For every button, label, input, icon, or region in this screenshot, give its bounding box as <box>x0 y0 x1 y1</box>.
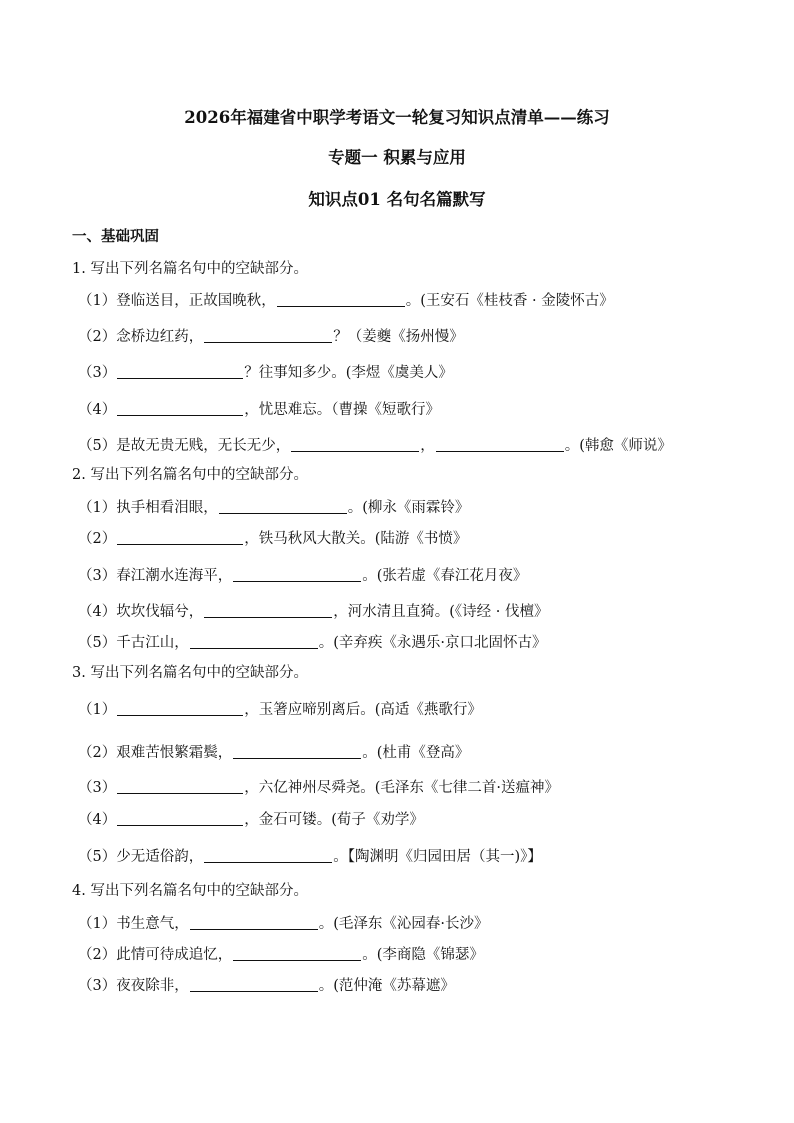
item-suffix-text: ，金石可镂。(荀子《劝学》 <box>244 812 424 828</box>
answer-blank[interactable] <box>204 327 332 343</box>
item-number: （4） <box>78 604 117 620</box>
document-title: 2026年福建省中职学考语文一轮复习知识点清单——练习 <box>184 108 610 127</box>
item-prefix-text: 书生意气， <box>116 916 189 932</box>
item-number: （4） <box>78 812 117 828</box>
item-suffix-text: ，六亿神州尽舜尧。(毛泽东《七律二首·送瘟神》 <box>244 780 559 796</box>
answer-blank[interactable] <box>190 914 318 930</box>
item-prefix-text: 念桥边红药， <box>116 329 204 345</box>
item-number: （2） <box>78 745 117 761</box>
question-item <box>78 847 542 866</box>
answer-blank[interactable] <box>219 498 347 514</box>
answer-blank[interactable] <box>291 436 419 452</box>
item-number: （1） <box>78 702 117 718</box>
item-prefix-text: 少无适俗韵， <box>116 849 204 865</box>
item-suffix-text: ，忧思难忘。（曹操《短歌行》 <box>244 402 440 418</box>
item-suffix-text: 。(范仲淹《苏幕遮》 <box>318 978 455 994</box>
question-item <box>78 566 527 585</box>
answer-blank[interactable] <box>117 700 243 716</box>
answer-blank[interactable] <box>204 847 332 863</box>
item-prefix-text: 此情可待成追忆， <box>116 947 233 963</box>
question-item <box>78 291 614 310</box>
question-heading: 4. 写出下列名篇名句中的空缺部分。 <box>72 883 308 899</box>
answer-blank[interactable] <box>117 529 243 545</box>
answer-blank[interactable] <box>436 436 564 452</box>
answer-blank[interactable] <box>190 976 318 992</box>
item-number: （1） <box>78 500 117 516</box>
question-item <box>78 363 453 382</box>
topic-heading: 专题一 积累与应用 <box>328 148 466 167</box>
question-item <box>78 602 548 621</box>
item-suffix-text: 。(毛泽东《沁园春·长沙》 <box>318 916 489 932</box>
item-suffix-text: ？（姜夔《扬州慢》 <box>333 329 464 345</box>
item-suffix-text: 。(李商隐《锦瑟》 <box>362 947 484 963</box>
question-item <box>78 327 464 346</box>
answer-blank[interactable] <box>117 363 243 379</box>
item-number: （5） <box>78 849 117 865</box>
item-prefix-text: 执手相看泪眼， <box>116 500 218 516</box>
question-item <box>78 700 482 719</box>
question-heading: 1. 写出下列名篇名句中的空缺部分。 <box>72 261 308 277</box>
item-number: （3） <box>78 780 117 796</box>
question-item <box>78 400 440 419</box>
item-mid-text: ， <box>420 438 435 454</box>
question-item <box>78 529 467 548</box>
question-item <box>78 976 455 995</box>
answer-blank[interactable] <box>233 566 361 582</box>
answer-blank[interactable] <box>204 602 332 618</box>
question-heading: 2. 写出下列名篇名句中的空缺部分。 <box>72 467 308 483</box>
item-prefix-text: 登临送目，正故国晚秋， <box>116 293 276 309</box>
item-suffix-text: 。(韩愈《师说》 <box>564 438 672 454</box>
item-suffix-text: 。(柳永《雨霖铃》 <box>347 500 470 516</box>
item-prefix-text: 坎坎伐辐兮， <box>116 604 204 620</box>
item-suffix-text: 。(张若虚《春江花月夜》 <box>362 568 528 584</box>
answer-blank[interactable] <box>117 810 243 826</box>
item-prefix-text: 春江潮水连海平， <box>116 568 233 584</box>
item-number: （3） <box>78 978 117 994</box>
item-suffix-text: 。(王安石《桂枝香 · 金陵怀古》 <box>405 293 614 309</box>
answer-blank[interactable] <box>117 400 243 416</box>
knowledge-point-heading: 知识点01 名句名篇默写 <box>308 190 486 209</box>
question-item <box>78 778 559 797</box>
item-number: （5） <box>78 635 117 651</box>
item-suffix-text: 。(杜甫《登高》 <box>362 745 470 761</box>
item-number: （2） <box>78 531 117 547</box>
question-item <box>78 810 424 829</box>
item-prefix-text: 千古江山， <box>116 635 189 651</box>
question-item <box>78 436 672 455</box>
item-number: （2） <box>78 329 117 345</box>
item-prefix-text: 是故无贵无贱，无长无少， <box>116 438 291 454</box>
question-item <box>78 498 469 517</box>
item-suffix-text: ，铁马秋风大散关。(陆游《书愤》 <box>244 531 468 547</box>
item-suffix-text: ，玉箸应啼别离后。(高适《燕歌行》 <box>244 702 482 718</box>
item-number: （2） <box>78 947 117 963</box>
item-number: （3） <box>78 568 117 584</box>
question-item <box>78 743 469 762</box>
item-suffix-text: ？往事知多少。(李煜《虞美人》 <box>244 365 453 381</box>
question-item <box>78 945 484 964</box>
item-suffix-text: ，河水清且直猗。(《诗经 · 伐檀》 <box>333 604 549 620</box>
item-prefix-text: 夜夜除非， <box>116 978 189 994</box>
item-suffix-text: 。【陶渊明《归园田居（其一)》】 <box>333 849 542 865</box>
item-number: （1） <box>78 916 117 932</box>
section-label: 一、基础巩固 <box>72 228 159 245</box>
question-heading: 3. 写出下列名篇名句中的空缺部分。 <box>72 665 308 681</box>
answer-blank[interactable] <box>190 633 318 649</box>
answer-blank[interactable] <box>233 945 361 961</box>
item-number: （4） <box>78 402 117 418</box>
answer-blank[interactable] <box>117 778 243 794</box>
question-item <box>78 914 489 933</box>
answer-blank[interactable] <box>233 743 361 759</box>
item-number: （3） <box>78 365 117 381</box>
item-number: （5） <box>78 438 117 454</box>
item-number: （1） <box>78 293 117 309</box>
item-prefix-text: 艰难苦恨繁霜鬓， <box>116 745 233 761</box>
answer-blank[interactable] <box>277 291 405 307</box>
question-item <box>78 633 547 652</box>
item-suffix-text: 。(辛弃疾《永遇乐·京口北固怀古》 <box>318 635 547 651</box>
